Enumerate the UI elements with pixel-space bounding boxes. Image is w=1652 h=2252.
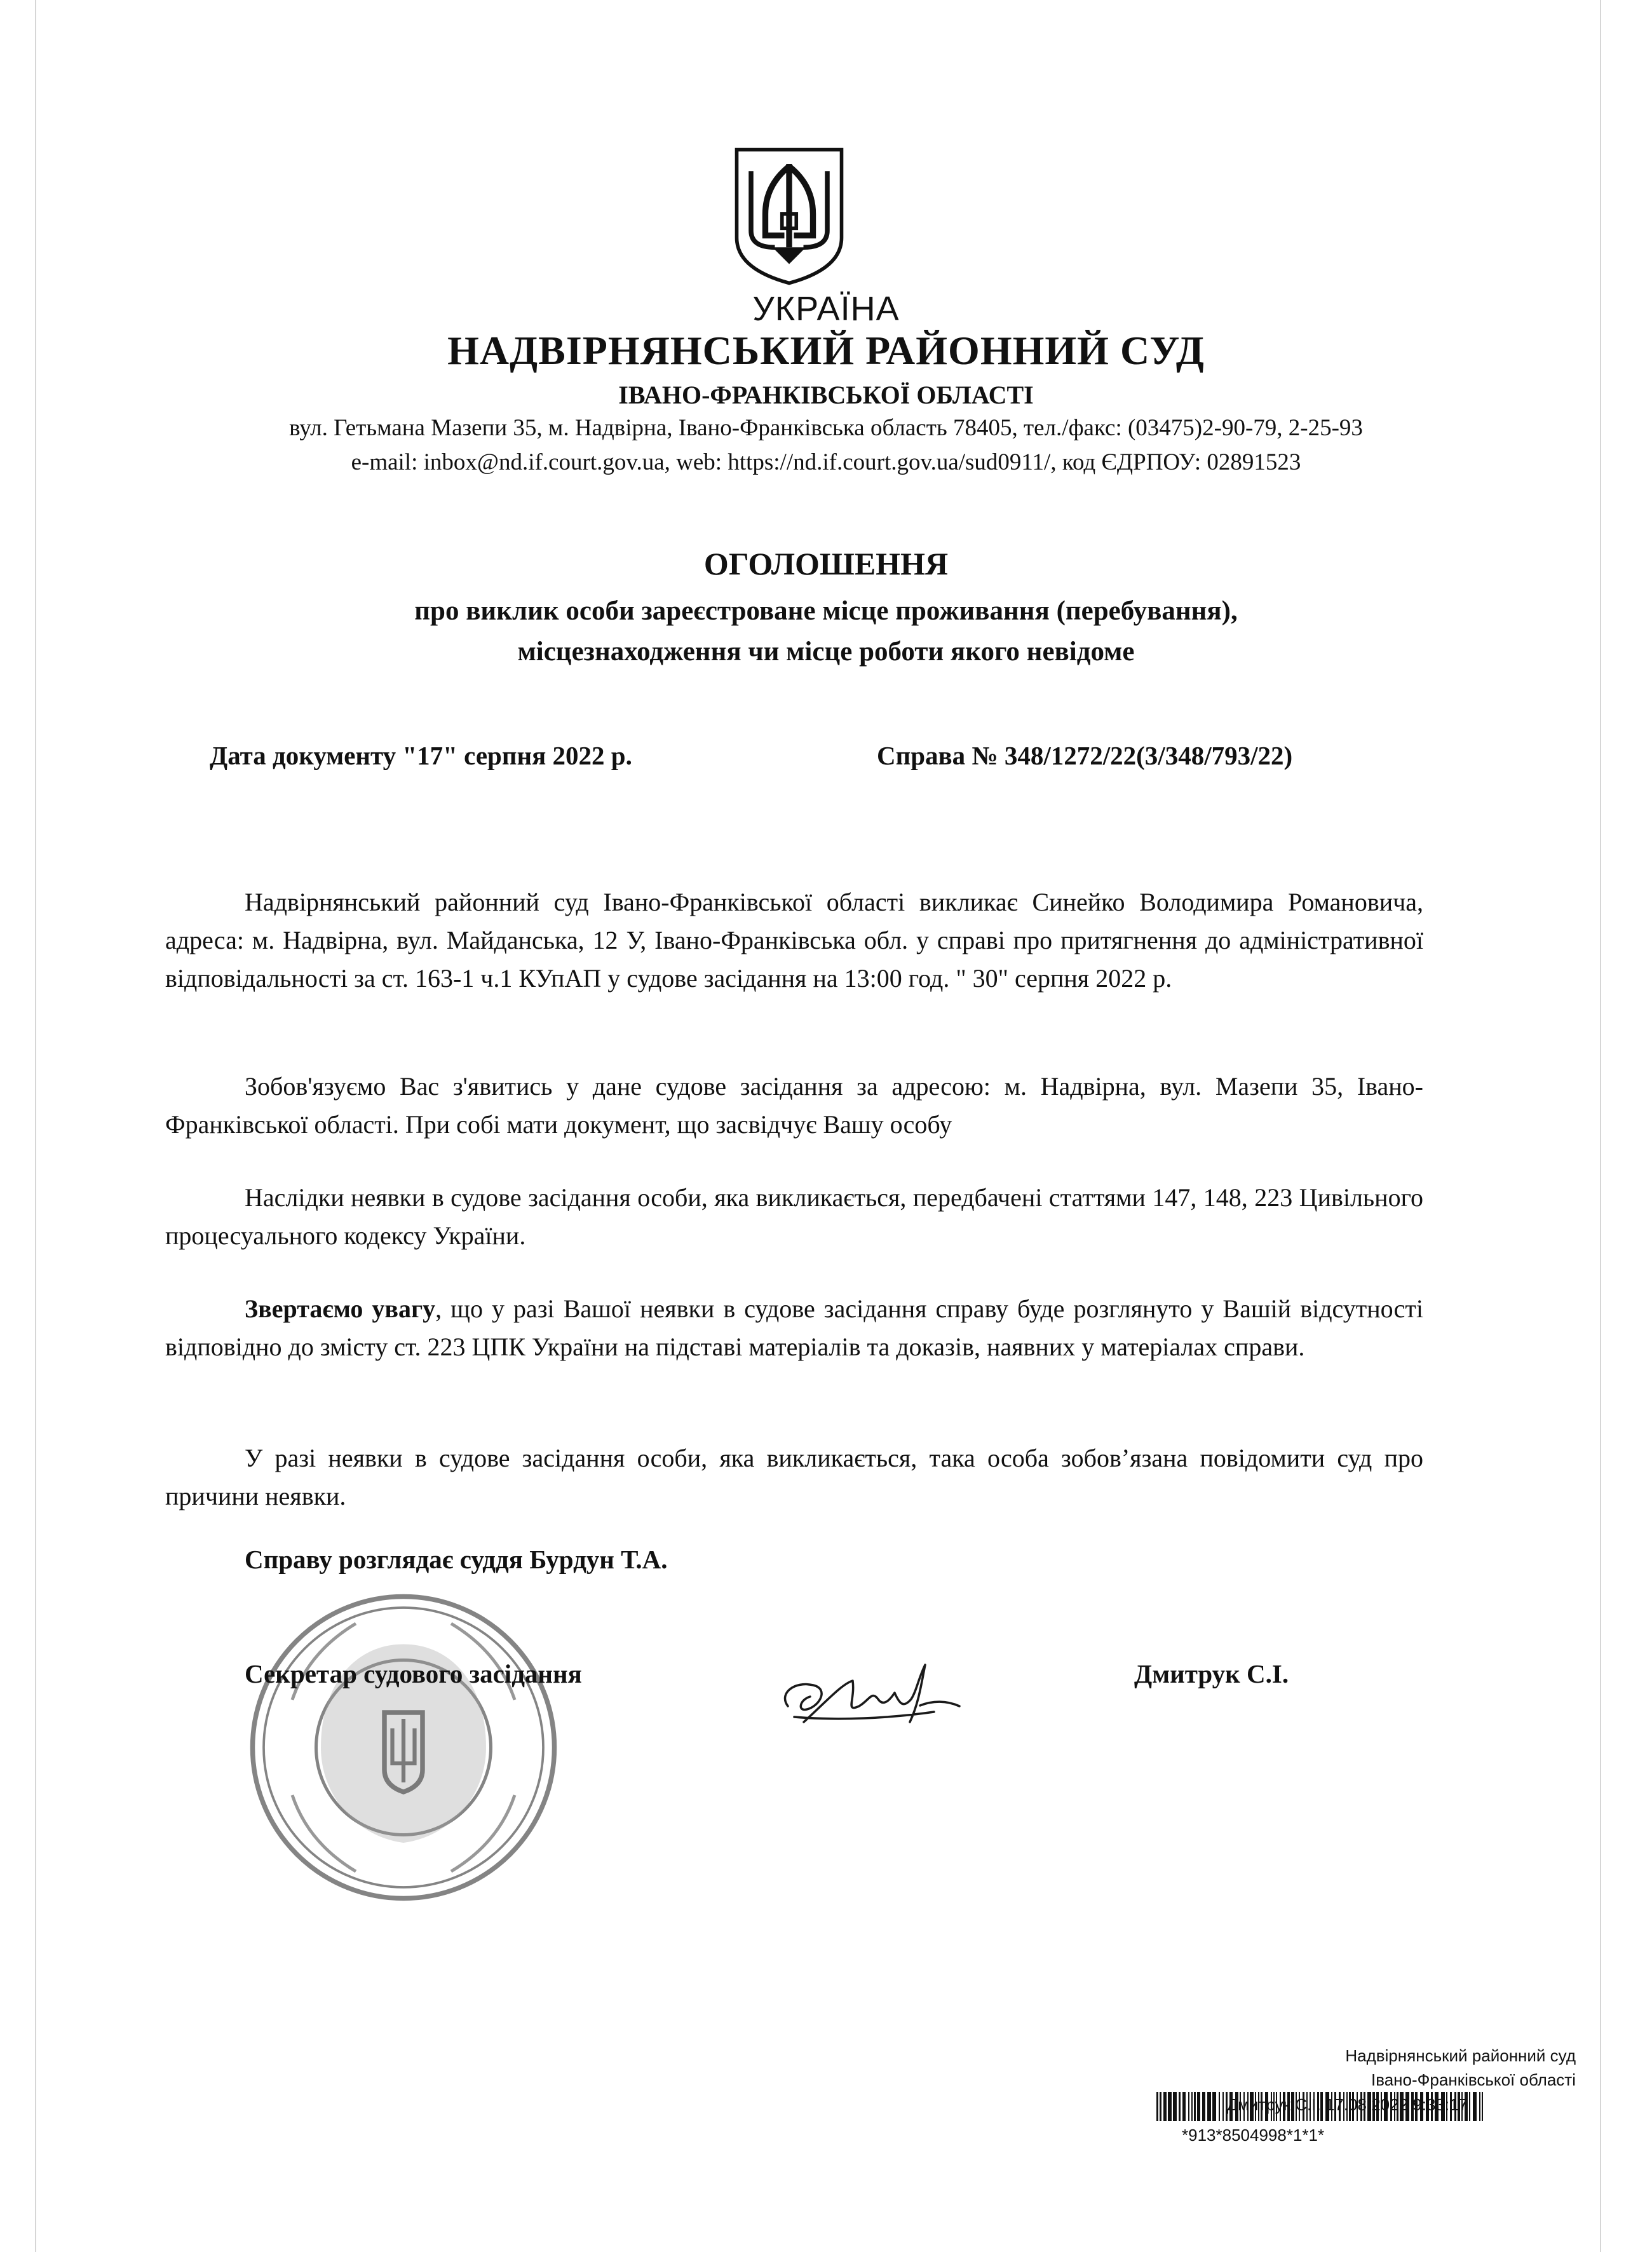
registration-region: Івано-Франківської області (1371, 2070, 1576, 2089)
court-region: ІВАНО-ФРАНКІВСЬКОЇ ОБЛАСТІ (618, 381, 1034, 409)
court-name: НАДВІРНЯНСЬКИЙ РАЙОННИЙ СУД (447, 328, 1205, 373)
attention-emphasis: Звертаємо увагу (245, 1294, 436, 1323)
document-date: Дата документу "17" серпня 2022 р. (210, 741, 632, 770)
secretary-title: Секретар судового засідання (245, 1659, 582, 1688)
attention-paragraph (165, 1290, 1423, 1366)
court-seal (245, 1589, 562, 1906)
registration-code: *913*8504998*1*1* (1182, 2126, 1325, 2145)
registration-court: Надвірнянський районний суд (1345, 2046, 1576, 2065)
judge-line: Справу розглядає суддя Бурдун Т.А. (245, 1545, 668, 1574)
notice-subtitle-line-2: місцезнаходження чи місце роботи якого невідоме (517, 637, 1135, 667)
secretary-name: Дмитрук С.І. (1134, 1659, 1289, 1688)
court-contacts: e-mail: inbox@nd.if.court.gov.ua, web: https://nd.if.court.gov.ua/sud0911/, код ЄДРПОУ: 02891523 (351, 449, 1301, 475)
barcode-bar (1469, 2092, 1470, 2121)
appearance-obligation-paragraph: Зобов'язуємо Вас з'явитись у дане судове засідання за адресою: м. Надвірна, вул. Мазепи 35, Івано-Франківської області. При собі мати документ, що засвідчує Вашу особу (165, 1072, 1423, 1139)
attention-text: , що у разі Вашої неявки в судове засідання справу буде розглянуто у Вашій відсутності відповідно до змісту ст. 223 ЦПК України на підставі матеріалів та доказів, наявних у матеріалах справи. (165, 1294, 1424, 1361)
notice-subtitle-line-1: про виклик особи зареєстроване місце проживання (перебування), (414, 596, 1238, 626)
notice-title: ОГОЛОШЕННЯ (703, 546, 949, 581)
notify-court-paragraph: У разі неявки в судове засідання особи, яка викликається, така особа зобов’язана повідомити суд про причини неявки. (165, 1444, 1423, 1510)
barcode-bar (1482, 2092, 1483, 2121)
court-address: вул. Гетьмана Мазепи 35, м. Надвірна, Івано-Франківська область 78405, тел./факс: (03475)2-90-79, 2-25-93 (289, 415, 1363, 441)
registration-line: Дмитрук С.І. 17.08.2022 9:33:17 (1226, 2095, 1468, 2114)
barcode-bar (1479, 2092, 1480, 2121)
country-name: УКРАЇНА (752, 290, 900, 328)
notice-subtitle (0, 591, 1652, 672)
secretary-signature (769, 1646, 978, 1747)
consequences-paragraph: Наслідки неявки в судове засідання особи, яка викликається, передбачені статтями 147, 148, 223 Цивільного процесуального кодексу України. (165, 1183, 1423, 1250)
coat-of-arms-icon (726, 145, 853, 288)
barcode-bar (1473, 2092, 1477, 2121)
case-number: Справа № 348/1272/22(3/348/793/22) (877, 741, 1293, 770)
summons-paragraph: Надвірнянський районний суд Івано-Франківської області викликає Синейко Володимира Романовича, адреса: м. Надвірна, вул. Майданська, 12 У, Івано-Франківська обл. у справі про притягнення до адміністративної відповідальності за ст. 163-1 ч.1 КУпАП у судове засідання на 13:00 год. " 30" серпня 2022 р. (165, 888, 1423, 993)
